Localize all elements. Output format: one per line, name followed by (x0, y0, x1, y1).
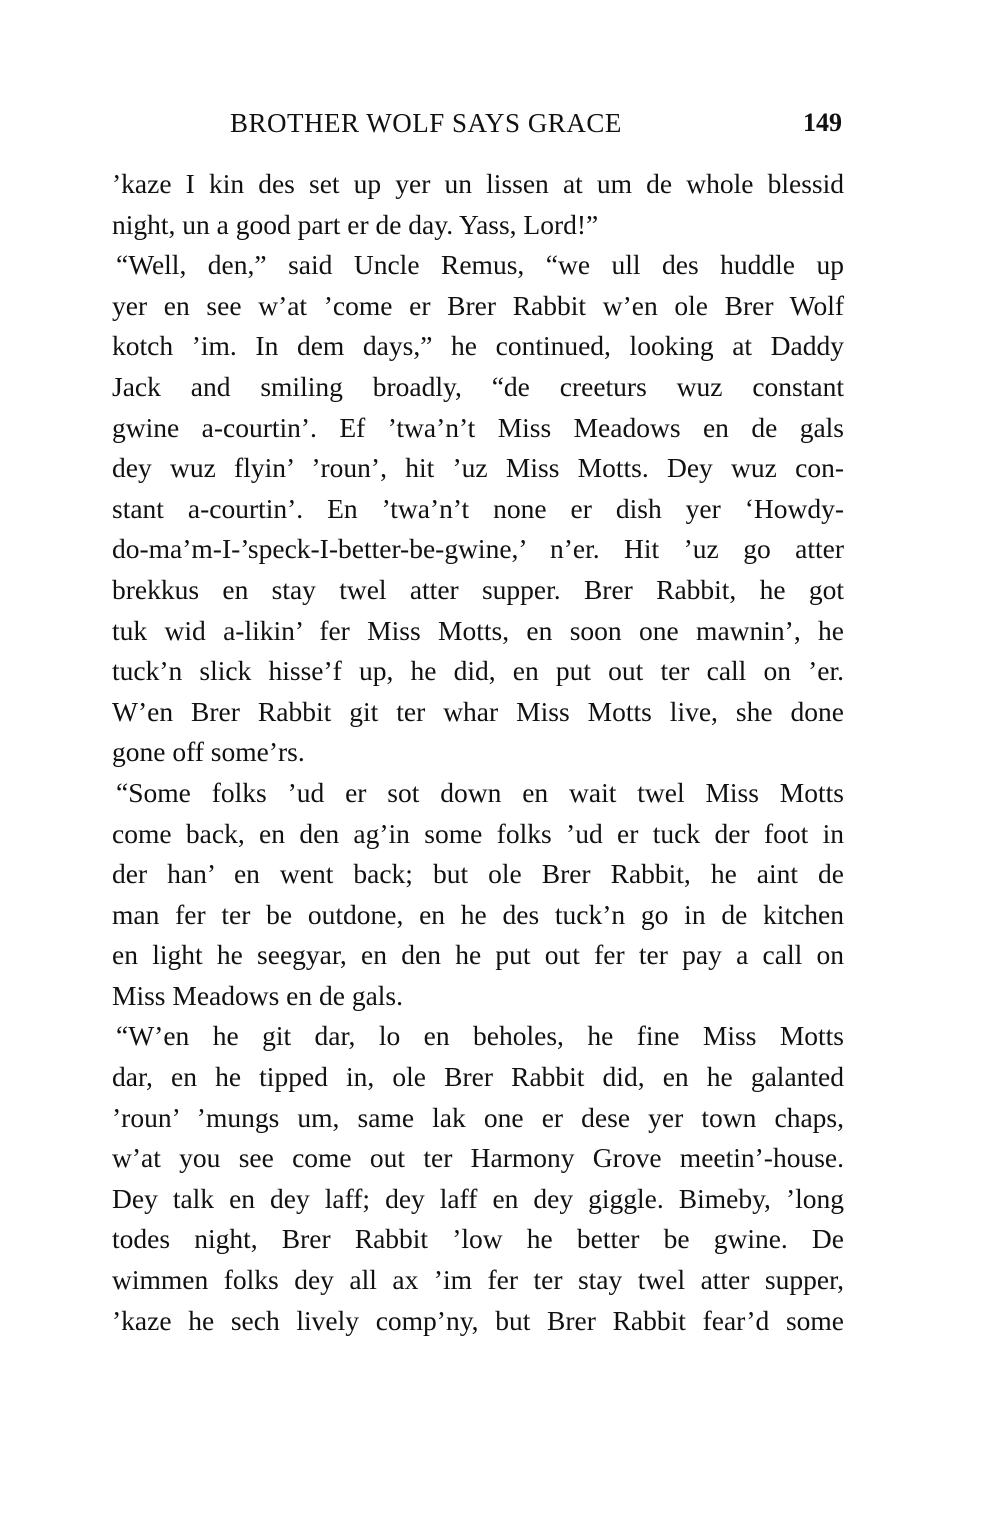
text-line: “Well, den,” said Uncle Remus, “we ull des huddle up (116, 249, 844, 281)
text-line: todes night, Brer Rabbit ’low he better be gwine. De (112, 1223, 844, 1255)
text-line: gone off some’rs. (112, 736, 305, 768)
page-header (112, 108, 842, 148)
text-line: wimmen folks dey all ax ’im fer ter stay twel atter supper, (112, 1264, 844, 1296)
text-line: brekkus en stay twel atter supper. Brer Rabbit, he got (112, 573, 844, 605)
text-line: Jack and smiling broadly, “de creeturs wuz constant (112, 370, 844, 402)
text-line: man fer ter be outdone, en he des tuck’n go in de kitchen (112, 898, 844, 930)
text-line: do-ma’m-I-’speck-I-better-be-gwine,’ n’er. Hit ’uz go atter (112, 533, 844, 565)
text-line: ’kaze I kin des set up yer un lissen at um de whole blessid (112, 168, 844, 199)
text-line: tuk wid a-likin’ fer Miss Motts, en soon one mawnin’, he (112, 614, 844, 646)
text-line: Miss Meadows en de gals. (112, 979, 404, 1011)
text-line: night, un a good part er de day. Yass, Lord!” (112, 208, 599, 240)
text-line: dar, en he tipped in, ole Brer Rabbit did, en he galanted (112, 1061, 844, 1093)
text-line: en light he seegyar, en den he put out fer ter pay a call on (112, 939, 844, 971)
text-line: der han’ en went back; but ole Brer Rabbit, he aint de (112, 858, 844, 890)
text-line: Dey talk en dey laff; dey laff en dey giggle. Bimeby, ’long (112, 1182, 844, 1214)
text-line: “Some folks ’ud er sot down en wait twel Miss Motts (116, 776, 844, 808)
text-line: kotch ’im. In dem days,” he continued, looking at Daddy (112, 330, 844, 362)
text-line: W’en Brer Rabbit git ter whar Miss Motts live, she done (112, 695, 844, 727)
body-text (112, 164, 844, 1341)
text-line: stant a-courtin’. En ’twa’n’t none er dish yer ‘Howdy- (112, 492, 844, 524)
text-line: “W’en he git dar, lo en beholes, he fine Miss Motts (116, 1020, 844, 1052)
text-line: yer en see w’at ’come er Brer Rabbit w’en ole Brer Wolf (112, 289, 844, 321)
page-number: 149 (803, 108, 842, 137)
text-line: w’at you see come out ter Harmony Grove meetin’-house. (112, 1142, 844, 1174)
text-line: dey wuz flyin’ ’roun’, hit ’uz Miss Motts. Dey wuz con- (112, 452, 844, 484)
running-head: BROTHER WOLF SAYS GRACE (230, 108, 622, 138)
text-line: ’roun’ ’mungs um, same lak one er dese yer town chaps, (112, 1101, 844, 1133)
text-line: come back, en den ag’in some folks ’ud er tuck der foot in (112, 817, 844, 849)
text-line: gwine a-courtin’. Ef ’twa’n’t Miss Meadows en de gals (112, 411, 844, 443)
text-line: ’kaze he sech lively comp’ny, but Brer Rabbit fear’d some (112, 1304, 844, 1336)
text-line: tuck’n slick hisse’f up, he did, en put out ter call on ’er. (112, 655, 844, 687)
